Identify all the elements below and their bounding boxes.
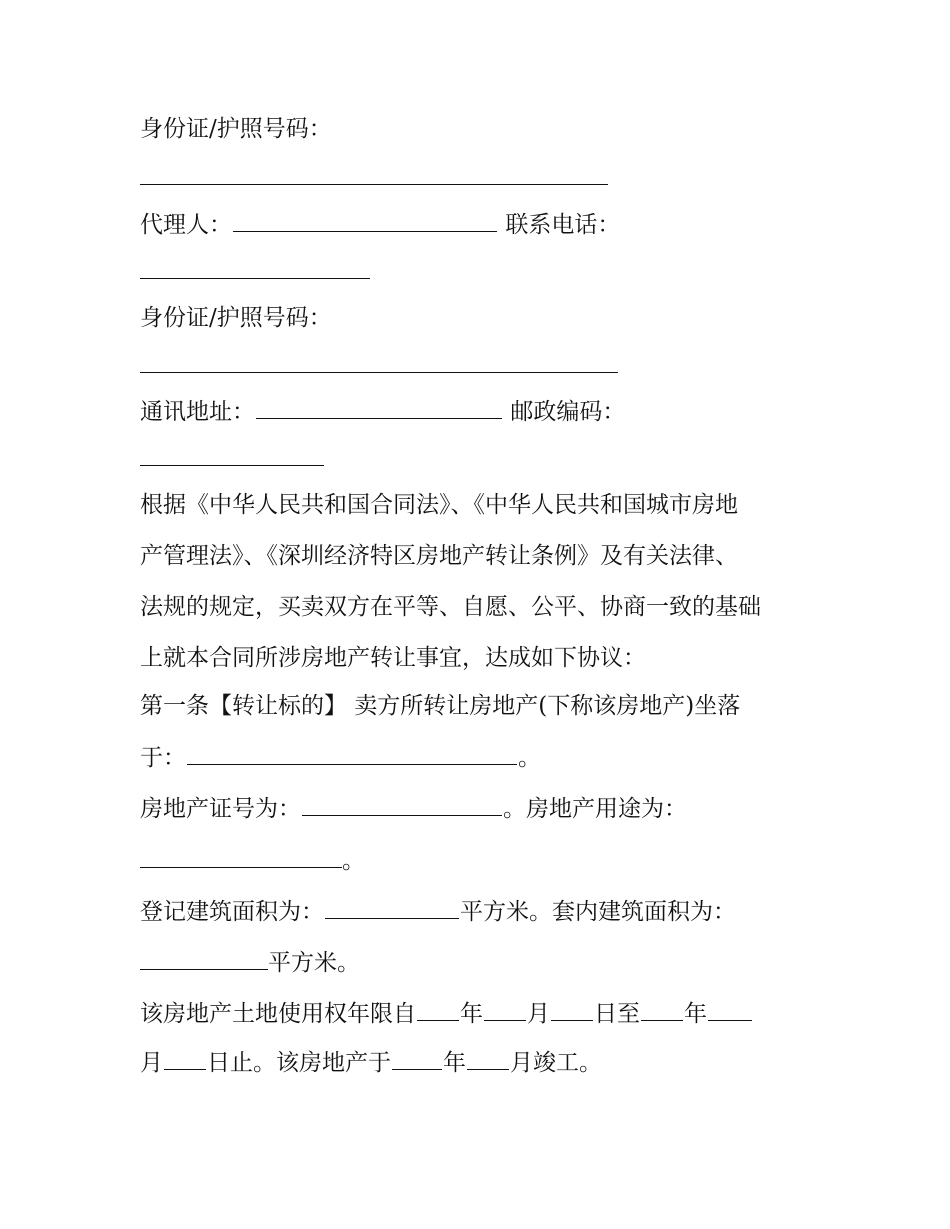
article1-line-1 [140,691,740,721]
basis-line-3 [140,592,761,622]
end-year-field[interactable] [641,998,683,1021]
address-line [140,396,625,426]
id-number-field-2[interactable] [140,350,618,373]
start-day-field[interactable] [551,998,593,1021]
id-label-2: 身份证/护照号码： [140,305,332,331]
sqm-end: 平方米。 [268,950,360,976]
postal-label: 邮政编码： [510,399,626,425]
end-month-field-part[interactable] [708,998,752,1021]
agent-name-field[interactable] [233,209,497,232]
day-stop-label: 日止。该房地产于 [207,1050,391,1076]
basis-text-3: 法规的规定，买卖双方在平等、自愿、公平、协商一致的基础 [140,594,761,620]
inner-area-line [140,947,360,977]
registered-area-field[interactable] [325,896,459,919]
completion-month-field[interactable] [467,1047,509,1070]
month-label-1: 月 [527,1001,550,1027]
postal-blank-line [140,443,324,473]
cert-no-label: 房地产证号为： [140,796,301,822]
id-label-line-1 [140,114,332,144]
property-usage-field[interactable] [140,845,342,868]
period-1: 。 [518,745,541,771]
basis-line-4 [140,643,646,673]
area-line [140,896,736,926]
agent-phone-blank-line [140,256,370,286]
basis-line-1 [140,490,738,520]
agent-label: 代理人： [140,212,232,238]
land-use-line-1 [140,998,753,1028]
cert-number-field[interactable] [302,793,502,816]
basis-line-2 [140,541,738,571]
id-label-1: 身份证/护照号码： [140,116,332,142]
article1-location-line [140,742,541,772]
end-day-field[interactable] [164,1047,206,1070]
reg-area-label: 登记建筑面积为： [140,899,324,925]
id-number-field-1[interactable] [140,162,608,185]
day-to-label: 日至 [594,1001,640,1027]
period-2: 。 [342,848,365,874]
month-label-2: 月 [140,1050,163,1076]
basis-text-1: 根据《中华人民共和国合同法》、《中华人民共和国城市房地 [140,492,738,518]
start-month-field[interactable] [484,998,526,1021]
id-blank-line-1 [140,162,608,192]
land-use-line-2 [140,1047,602,1077]
agent-phone-field[interactable] [140,256,370,279]
completion-year-field[interactable] [392,1047,442,1070]
inner-area-field[interactable] [140,947,268,970]
address-label: 通讯地址： [140,399,255,425]
year-label-1: 年 [460,1001,483,1027]
article1-text: 第一条【转让标的】 卖方所转让房地产(下称该房地产)坐落 [140,693,741,719]
start-year-field[interactable] [417,998,459,1021]
basis-text-2: 产管理法》、《深圳经济特区房地产转让条例》及有关法律、 [140,543,738,569]
postal-code-field[interactable] [140,443,324,466]
usage-blank-line [140,845,365,875]
located-prefix: 于： [140,745,186,771]
agent-phone-label: 联系电话： [505,212,621,238]
usage-label: 。房地产用途为： [503,796,687,822]
completed-month-label: 月竣工。 [510,1050,602,1076]
agent-line [140,209,620,239]
basis-text-4: 上就本合同所涉房地产转让事宜，达成如下协议： [140,645,646,671]
property-location-field[interactable] [187,742,517,765]
cert-usage-line [140,793,687,823]
year-label-2: 年 [684,1001,707,1027]
sqm-inner-label: 平方米。套内建筑面积为： [460,899,736,925]
id-blank-line-2 [140,350,618,380]
land-use-prefix: 该房地产土地使用权年限自 [140,1001,416,1027]
address-field[interactable] [256,396,502,419]
id-label-line-2 [140,303,332,333]
year-label-3: 年 [443,1050,466,1076]
